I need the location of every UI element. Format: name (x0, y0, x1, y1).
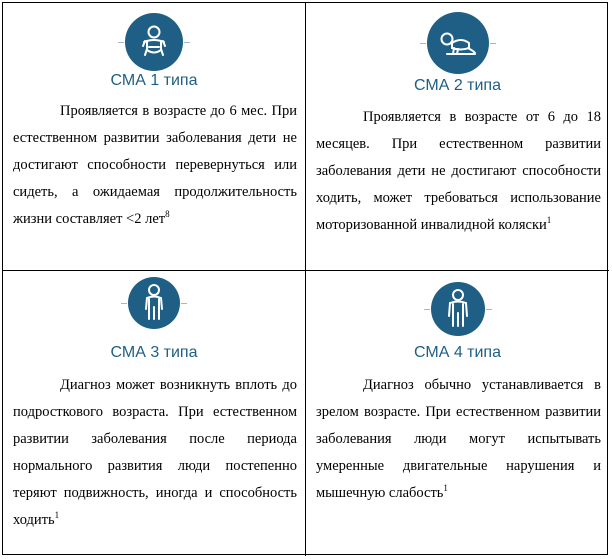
card-title: СМА 3 типа (110, 344, 198, 361)
infant-icon (125, 13, 183, 71)
card-title: СМА 4 типа (414, 344, 501, 361)
card-text: Диагноз обычно устанавливается в зрелом возрасте. При естественном развитии заболевания люди могут испытывать умеренные двигательные нарушения и мышечную слабость$^1$ (316, 377, 601, 501)
card-text: Проявляется в возрасте от 6 до 18 месяцев. При естественном развитии заболевания дети не достигают способности ходить, может требоваться использование моторизованной инвалидной коляски$^1$ (316, 109, 601, 233)
sma-types-table (2, 2, 608, 555)
card-sma-3 (3, 271, 306, 556)
card-text: Диагноз может возникнуть вплоть до подросткового возраста. При естественном развитии заболевания после периода нормального развития люди постепенно теряют подвижность, иногда и способность ходить$^1$ (13, 377, 297, 528)
card-sma-1 (3, 3, 306, 271)
child-icon (128, 277, 180, 329)
adult-icon (431, 282, 485, 336)
crawling-baby-icon (427, 12, 489, 74)
card-sma-4 (306, 271, 609, 556)
card-text: Проявляется в возрасте до 6 мес. При естественном развитии заболевания дети не достигают способности перевернуться или сидеть, а ожидаемая продолжительность жизни составляет <2 лет$^8$ (13, 103, 297, 227)
card-title: СМА 2 типа (414, 77, 501, 94)
card-title: СМА 1 типа (110, 72, 198, 89)
card-sma-2 (306, 3, 609, 271)
